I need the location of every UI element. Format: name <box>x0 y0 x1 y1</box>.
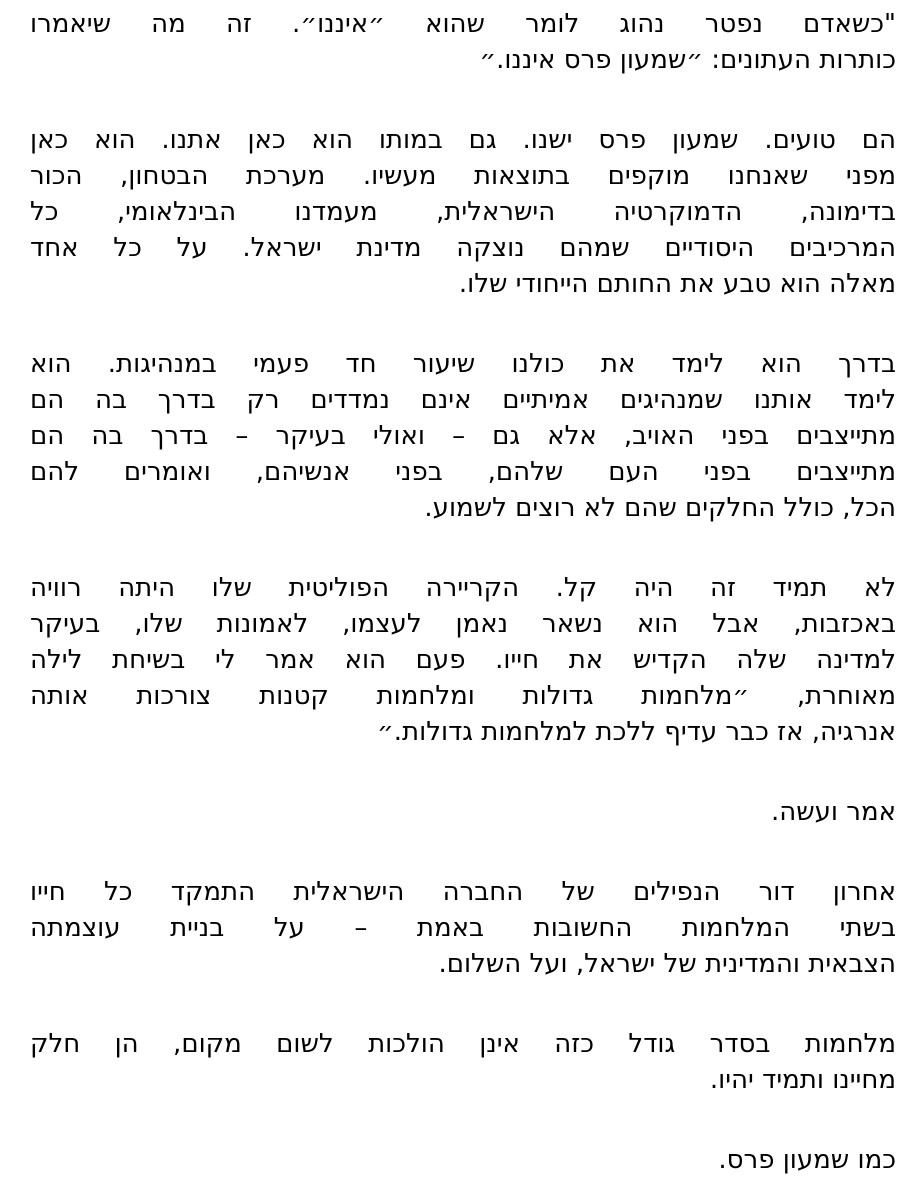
text-line: בדרך הוא לימד את כולנו שיעור חד פעמי במנהיגות. הוא <box>30 349 896 379</box>
text-line: בדימונה, הדמוקרטיה הישראלית, מעמדנו הבינלאומי, כל <box>30 197 896 227</box>
paragraph-3 <box>30 346 896 526</box>
paragraph-6 <box>30 874 896 982</box>
text-line: לימד אותנו שמנהיגים אמיתיים אינם נמדדים רק בדרך בה הם <box>30 385 896 415</box>
text-line: הכל, כולל החלקים שהם לא רוצים לשמוע. <box>424 493 896 523</box>
text-line: מפני שאנחנו מוקפים בתוצאות מעשיו. מערכת הבטחון, הכור <box>30 161 896 191</box>
text-line: מלחמות בסדר גודל כזה אינן הולכות לשום מקום, הן חלק <box>30 1029 896 1059</box>
text-line: הם טועים. שמעון פרס ישנו. גם במותו הוא כאן אתנו. הוא כאן <box>30 125 896 155</box>
text-line: כותרות העתונים: ״שמעון פרס איננו.״ <box>479 45 896 75</box>
text-line: אחרון דור הנפילים של החברה הישראלית התמקד כל חייו <box>30 877 896 907</box>
text-line: באכזבות, אבל הוא נשאר נאמן לעצמו, לאמונות שלו, בעיקר <box>30 609 896 639</box>
text-line: מתייצבים בפני האויב, אלא גם – ואולי בעיקר – בדרך בה הם <box>30 421 896 451</box>
text-line: אנרגיה, אז כבר עדיף ללכת למלחמות גדולות.״ <box>377 717 896 747</box>
text-line: הצבאית והמדינית של ישראל, ועל השלום. <box>438 949 896 979</box>
paragraph-2 <box>30 122 896 302</box>
text-line: בשתי המלחמות החשובות באמת – על בניית עוצמתה <box>30 913 896 943</box>
paragraph-4 <box>30 570 896 750</box>
paragraph-8 <box>30 1142 896 1178</box>
paragraph-7 <box>30 1026 896 1098</box>
text-line: המרכיבים היסודיים שמהם נוצקה מדינת ישראל. על כל אחד <box>30 233 896 263</box>
text-line: מאלה הוא טבע את החותם הייחודי שלו. <box>458 269 896 299</box>
text-line: מחיינו ותמיד יהיו. <box>709 1065 896 1095</box>
text-line: מאוחרת, ״מלחמות גדולות ומלחמות קטנות צורכות אותה <box>30 681 896 711</box>
text-line: מתייצבים בפני העם שלהם, בפני אנשיהם, ואומרים להם <box>30 457 896 487</box>
paragraph-1 <box>30 0 896 78</box>
paragraph-5 <box>30 794 896 830</box>
text-line: אמר ועשה. <box>770 797 896 827</box>
text-line: "כשאדם נפטר נהוג לומר שהוא ״איננו״. זה מה שיאמרו <box>30 9 896 39</box>
text-line: לא תמיד זה היה קל. הקריירה הפוליטית שלו היתה רוויה <box>30 573 896 603</box>
text-line: למדינה שלה הקדיש את חייו. פעם הוא אמר לי בשיחת לילה <box>30 645 896 675</box>
text-line: כמו שמעון פרס. <box>718 1145 896 1175</box>
